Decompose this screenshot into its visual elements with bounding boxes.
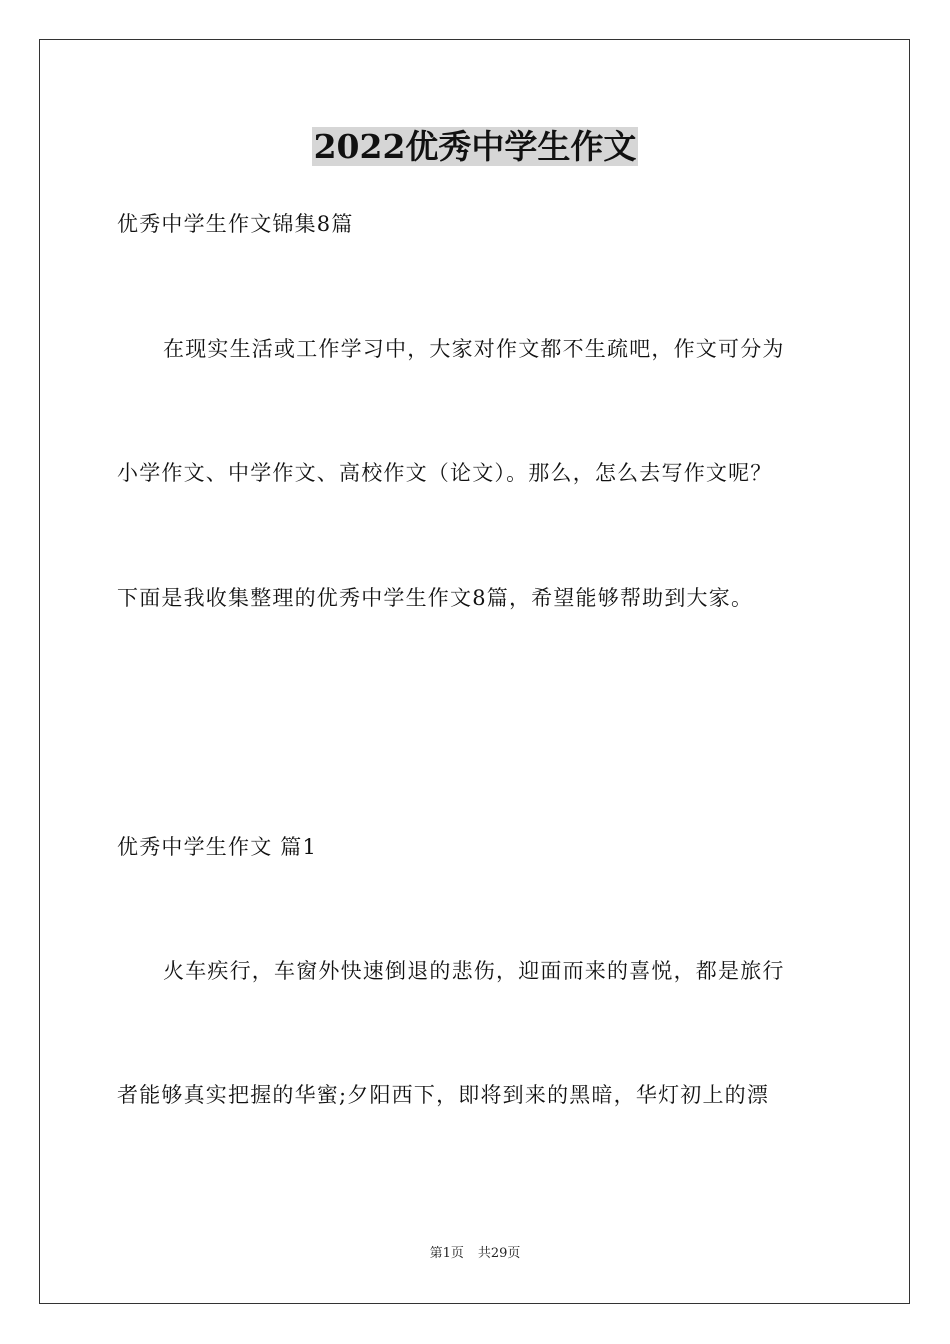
page-total: 共29页 <box>477 1246 521 1261</box>
page-number: 第1页 <box>429 1246 464 1261</box>
document-title <box>0 124 950 170</box>
section-line-2: 者能够真实把握的华蜜;夕阳西下，即将到来的黑暗，华灯初上的漂 <box>117 1083 770 1107</box>
section-line-1: 火车疾行，车窗外快速倒退的悲伤，迎面而来的喜悦，都是旅行 <box>163 959 785 983</box>
intro-line-3: 下面是我收集整理的优秀中学生作文8篇，希望能够帮助到大家。 <box>117 586 754 610</box>
document-title-text: 2022优秀中学生作文 <box>313 127 637 166</box>
document-subtitle: 优秀中学生作文锦集8篇 <box>117 212 354 236</box>
intro-line-1: 在现实生活或工作学习中，大家对作文都不生疏吧，作文可分为 <box>163 337 785 361</box>
intro-line-2: 小学作文、中学作文、高校作文（论文）。那么，怎么去写作文呢？ <box>117 461 773 485</box>
page-footer <box>0 1245 950 1263</box>
section-heading: 优秀中学生作文 篇1 <box>117 835 318 859</box>
